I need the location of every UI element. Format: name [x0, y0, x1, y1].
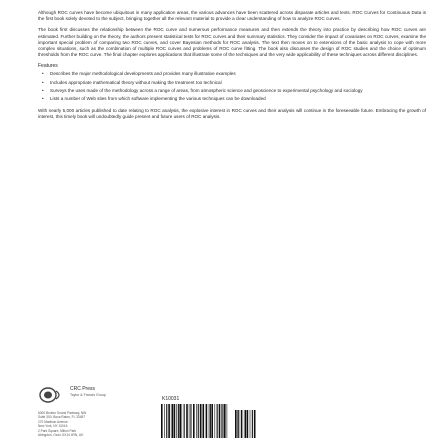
address-line: New York, NY 10016	[38, 424, 68, 429]
publisher-tagline: Taylor & Francis Group	[70, 393, 106, 397]
address-line: 270 Madison Avenue	[38, 419, 68, 424]
feature-item: • Lists a number of Web sites from which software implementing the various techniques can be downloaded	[50, 96, 426, 102]
publisher-name: CRC Press	[70, 386, 96, 392]
address-line: 2 Park Square, Milton Park	[38, 428, 77, 433]
closing-paragraph: With nearly 5,000 articles published to date relating to ROC analysis, the explosive interest in ROC curves and their analysis will continue in the foreseeable future. Embracing the growth of interest, this timely book will undoubtedly guide present and future users of ROC analysis.	[38, 108, 426, 120]
crc-press-logo	[38, 386, 66, 404]
address-line: 6000 Broken Sound Parkway, NW	[38, 411, 87, 415]
address-line: Suite 300, Boca Raton, FL 33487	[38, 415, 86, 420]
description-paragraph: The book first discusses the relationship between the ROC curve and numerous performance measures and then extends the theory into practice by describing how ROC curves are estimated. Further building on the theory, the authors present statistical tests for ROC curves and their summary statistics. They consider the impact of covariates on ROC curves, examine the important special problem of comparing two ROC curves, and cover Bayesian methods for ROC analysis. The text then moves on to extensions of the basic analysis to cope with more complex situations, such as the combination of multiple ROC curves and problems of ROC curve fitting. The book also discusses the design of ROC studies and the choice of optimum thresholds from the ROC curve. The final chapter explores applications that illustrate some of the techniques and the very wide applicability of these techniques across different disciplines.	[38, 27, 426, 58]
publisher-address	[38, 411, 118, 437]
intro-paragraph: Although ROC curves have become ubiquitous in many application areas, the various advances have been scattered across disparate articles and texts. ROC Curves for Continuous Data is the first book solely devoted to the subject, bringing together all the relevant material to provide a clear understanding of how to analyze ROC curves.	[38, 10, 426, 22]
feature-item: • Includes appropriate mathematical theory without making the treatment too technical	[50, 80, 426, 86]
features-list	[38, 71, 426, 102]
feature-item: • Describes the major methodological developments and provides many illustrative examples	[50, 71, 426, 77]
address-line: Abingdon, Oxon OX14 4RN, UK	[38, 433, 84, 438]
cover-footer	[38, 386, 426, 446]
product-code: K10031	[162, 396, 180, 402]
barcode-group	[160, 404, 256, 438]
isbn-barcode	[160, 404, 228, 438]
feature-item: • Surveys the uses made of the methodology across a range of areas, from atmospheric science and geoscience to experimental psychology and sociology	[50, 88, 426, 94]
price-barcode	[234, 410, 256, 438]
features-heading: Features	[38, 63, 58, 70]
publisher-block	[38, 386, 118, 437]
